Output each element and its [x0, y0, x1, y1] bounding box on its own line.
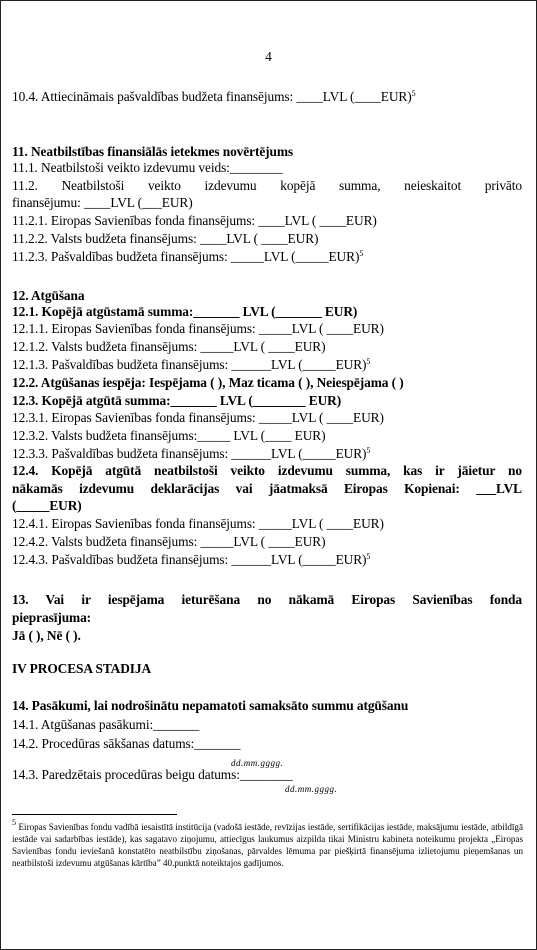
- line-text: 12.4.2. Valsts budžeta finansējums: _____LVL ( ____EUR): [12, 534, 326, 549]
- line-text: 12.3.2. Valsts budžeta finansējums:_____ LVL (____ EUR): [12, 428, 326, 443]
- footnote-reference: 5: [366, 357, 371, 366]
- line-text: pieprasījuma:: [12, 610, 92, 625]
- line-text: 14.3. Paredzētais procedūras beigu datums:________: [12, 767, 293, 782]
- line-text: 12.4.1. Eiropas Savienības fonda finansējums: _____LVL ( ____EUR): [12, 516, 384, 531]
- section-heading: [12, 498, 522, 514]
- line-text: IV PROCESA STADIJA: [12, 661, 152, 676]
- form-line: [12, 446, 522, 462]
- footnote-reference: 5: [366, 552, 371, 561]
- line-text: 12.3. Kopējā atgūtā summa:_______ LVL (________ EUR): [12, 393, 342, 408]
- form-line: [12, 516, 522, 532]
- line-text: nākamās izdevumu deklarācijas vai jāatmaksā Eiropas Kopienai: ___LVL: [12, 481, 522, 496]
- form-line: [12, 178, 522, 194]
- line-text: 10.4. Attiecināmais pašvaldības budžeta finansējums: ____LVL (____EUR): [12, 89, 412, 104]
- line-text: 14.1. Atgūšanas pasākumi:_______: [12, 717, 200, 732]
- form-line: [12, 534, 522, 550]
- line-text: Jā ( ), Nē ( ).: [12, 628, 81, 643]
- form-line: [12, 428, 522, 444]
- section-heading: [12, 144, 522, 160]
- line-text: (_____EUR): [12, 498, 82, 513]
- line-text: 12.1.2. Valsts budžeta finansējums: _____LVL ( ____EUR): [12, 339, 326, 354]
- line-text: 11.2. Neatbilstoši veikto izdevumu kopējā summa, neieskaitot privāto: [12, 178, 522, 193]
- section-heading: [12, 375, 522, 391]
- line-text: 12.3.3. Pašvaldības budžeta finansējums: ______LVL (_____EUR): [12, 446, 367, 461]
- line-text: 12.4.3. Pašvaldības budžeta finansējums: ______LVL (_____EUR): [12, 552, 367, 567]
- line-text: 11. Neatbilstības finansiālās ietekmes novērtējums: [12, 144, 294, 159]
- footnote-reference: 5: [359, 249, 364, 258]
- section-heading: [12, 628, 522, 644]
- footnote-text: Eiropas Savienības fondu vadībā iesaistītā institūcija (vadošā iestāde, revīzijas iestāde, sertifikācijas iestāde, maksājumu iestāde, atbildīgā iestāde vai sadarbības iestāde), kas sagatavo ziņojumu, attiecīgus laukumus aizpilda tikai Ministru kabineta noteikumu projekta „Eiropas Savienības fondu ieviešanā konstatēto neatbilstību ziņošanas, pārvaldes lēmuma par piešķirtā finansējuma izlietojumu pieņemšanas un neatbilstoši izdevumu atgūšanas kārtība” 40.punktā noteiktajos gadījumos.: [12, 822, 524, 868]
- footnote-separator: [12, 814, 177, 815]
- line-text: 12.4. Kopējā atgūtā neatbilstoši veikto izdevumu summa, kas ir jāietur no: [12, 463, 522, 478]
- line-text: finansējumu: ____LVL (___EUR): [12, 195, 193, 210]
- form-line: [12, 231, 522, 247]
- form-line: [12, 160, 522, 176]
- form-line: [12, 736, 522, 752]
- line-text: 14. Pasākumi, lai nodrošinātu nepamatoti samaksāto summu atgūšanu: [12, 698, 409, 713]
- form-line: [12, 717, 522, 733]
- line-text: 12.2. Atgūšanas iespēja: Iespējama ( ), Maz ticama ( ), Neiespējama ( ): [12, 375, 404, 390]
- line-text: 11.1. Neatbilstoši veikto izdevumu veids:________: [12, 160, 283, 175]
- line-text: 12.1.1. Eiropas Savienības fonda finansējums: _____LVL ( ____EUR): [12, 321, 384, 336]
- form-line: [12, 410, 522, 426]
- line-text: 12. Atgūšana: [12, 288, 85, 303]
- form-line: [12, 195, 522, 211]
- section-heading: [12, 661, 522, 677]
- form-line: [12, 767, 522, 783]
- form-line: [12, 249, 522, 265]
- form-line: [12, 321, 522, 337]
- form-line: [12, 357, 522, 373]
- section-heading: [12, 592, 522, 608]
- line-text: 12.1. Kopējā atgūstamā summa:_______ LVL (_______ EUR): [12, 304, 358, 319]
- line-text: 14.2. Procedūras sākšanas datums:_______: [12, 736, 241, 751]
- date-format-hint: dd.mm.gggg.: [231, 758, 284, 768]
- section-heading: [12, 481, 522, 497]
- line-text: 13. Vai ir iespējama ieturēšana no nākamā Eiropas Savienības fonda: [12, 592, 522, 607]
- date-format-hint: dd.mm.gggg.: [285, 784, 338, 794]
- form-line: [12, 339, 522, 355]
- section-heading: [12, 463, 522, 479]
- section-heading: [12, 393, 522, 409]
- form-line: [12, 213, 522, 229]
- section-heading: [12, 288, 522, 304]
- form-line: [12, 89, 522, 105]
- line-text: 12.1.3. Pašvaldības budžeta finansējums: ______LVL (_____EUR): [12, 357, 367, 372]
- line-text: 11.2.1. Eiropas Savienības fonda finansējums: ____LVL ( ____EUR): [12, 213, 377, 228]
- form-line: [12, 552, 522, 568]
- line-text: 12.3.1. Eiropas Savienības fonda finansējums: _____LVL ( ____EUR): [12, 410, 384, 425]
- section-heading: [12, 698, 522, 714]
- footnote-reference: 5: [411, 89, 416, 98]
- page-number: 4: [265, 49, 272, 64]
- section-heading: [12, 304, 522, 320]
- section-heading: [12, 610, 522, 626]
- line-text: 11.2.2. Valsts budžeta finansējums: ____LVL ( ____EUR): [12, 231, 319, 246]
- line-text: 11.2.3. Pašvaldības budžeta finansējums: _____LVL (_____EUR): [12, 249, 360, 264]
- footnote-reference: 5: [366, 446, 371, 455]
- footnote: [12, 818, 524, 869]
- footnote-marker: 5: [12, 818, 16, 827]
